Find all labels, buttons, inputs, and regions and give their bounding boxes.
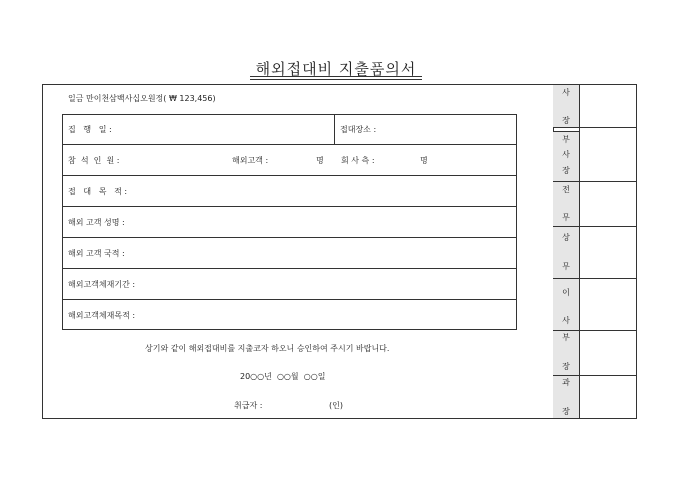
execution-date-label: 집 행 일 : bbox=[68, 125, 112, 134]
document-title: 해외접대비 지출품의서 bbox=[255, 60, 417, 78]
handler-label: 취급자 : bbox=[234, 401, 263, 410]
approval-section-chief bbox=[553, 376, 579, 418]
approval-char: 장 bbox=[562, 362, 570, 371]
approval-director bbox=[553, 279, 579, 330]
approval-divider bbox=[553, 127, 637, 128]
row-divider-3 bbox=[62, 206, 517, 207]
purpose-label: 접 대 목 적 : bbox=[68, 187, 128, 196]
row-divider-4 bbox=[62, 237, 517, 238]
date-line: 20○○년 ○○월 ○○일 bbox=[240, 372, 326, 381]
company-side-unit: 명 bbox=[420, 156, 428, 165]
approval-request-text: 상기와 같이 해외접대비를 지출코자 하오니 승인하여 주시기 바랍니다. bbox=[145, 344, 390, 353]
approval-char: 사 bbox=[562, 150, 570, 159]
attendees-label: 참 석 인 원 : bbox=[68, 156, 120, 165]
row1-column-divider bbox=[334, 114, 335, 144]
row-divider-1 bbox=[62, 144, 517, 145]
approval-char: 상 bbox=[562, 233, 570, 242]
detail-table bbox=[62, 114, 517, 330]
company-side-label: 회 사 측 : bbox=[341, 156, 375, 165]
approval-president bbox=[553, 85, 579, 127]
venue-label: 접대장소 : bbox=[340, 125, 377, 134]
approval-char: 부 bbox=[562, 135, 570, 144]
title-underline-bottom bbox=[250, 79, 422, 80]
approval-char: 사 bbox=[562, 88, 570, 97]
approval-char: 무 bbox=[562, 213, 570, 222]
approval-senior-managing-director bbox=[553, 182, 579, 226]
approval-char: 과 bbox=[562, 378, 570, 387]
approval-column-right-border bbox=[579, 84, 580, 419]
approval-general-manager bbox=[553, 331, 579, 375]
customer-name-label: 해외 고객 성명 : bbox=[68, 218, 125, 227]
stay-period-label: 해외고객체재기간 : bbox=[68, 280, 136, 289]
customer-nationality-label: 해외 고객 국적 : bbox=[68, 249, 125, 258]
approval-char: 무 bbox=[562, 262, 570, 271]
approval-char: 장 bbox=[562, 166, 570, 175]
seal-mark: (인) bbox=[329, 401, 343, 410]
approval-managing-director bbox=[553, 227, 579, 278]
approval-vice-president bbox=[553, 132, 579, 181]
row-divider-5 bbox=[62, 268, 517, 269]
title-underline-top bbox=[250, 76, 422, 77]
approval-char: 부 bbox=[562, 333, 570, 342]
row-divider-2 bbox=[62, 175, 517, 176]
approval-char: 사 bbox=[562, 316, 570, 325]
approval-char: 장 bbox=[562, 407, 570, 416]
overseas-customers-label: 해외고객 : bbox=[232, 156, 269, 165]
amount-text: 일금 만이천삼백사십오원정( ₩ 123,456) bbox=[68, 94, 216, 103]
approval-char: 이 bbox=[562, 288, 570, 297]
approval-char: 장 bbox=[562, 116, 570, 125]
approval-char: 전 bbox=[562, 185, 570, 194]
overseas-customers-unit: 명 bbox=[316, 156, 324, 165]
row-divider-6 bbox=[62, 299, 517, 300]
stay-purpose-label: 해외고객체재목적 : bbox=[68, 311, 136, 320]
